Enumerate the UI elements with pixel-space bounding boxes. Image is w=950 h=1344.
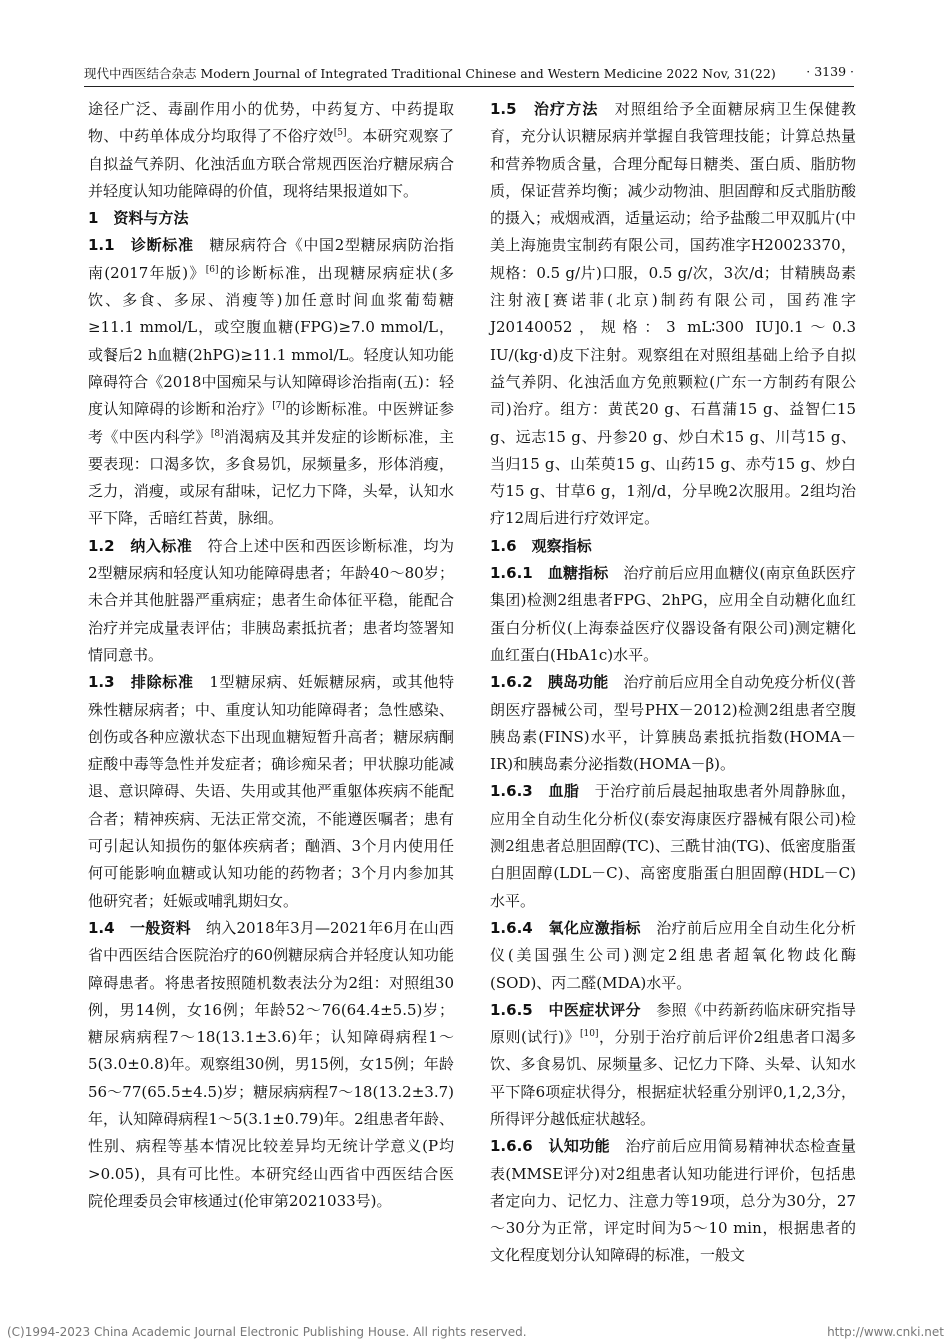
citation-ref: [5] [333,128,347,139]
section-1-2: 1.2 纳入标准 符合上述中医和西医诊断标准，均为2型糖尿病和轻度认知功能障碍患者；年龄40～80岁；未合并其他脏器严重病症；患者生命体征平稳，能配合治疗并完成量表评估；非胰岛素抵抗者；患者均签署知情同意书。 [88,536,454,664]
section-1-4: 1.4 一般资料 纳入2018年3月—2021年6月在山西省中西医结合医院治疗的60例糖尿病合并轻度认知功能障碍患者。将患者按照随机数表法分为2组：对照组30例，男14例，女16例；年龄52～76(64.4±5.5)岁；糖尿病病程7～18(13.1±3.6)年；认知障碍病程1～5(3.0±0.8)年。观察组30例，男15例，女15例；年龄56～77(65.5±4.5)岁；糖尿病病程7～18(13.2±3.7)年，认知障碍病程1～5(3.1±0.79)年。2组患者年龄、性别、病程等基本情况比较差异均无统计学意义(P均>0.05)，具有可比性。本研究经山西省中西医结合医院伦理委员会审核通过(伦审第2021033号)。 [88,918,455,1210]
section-1-3: 1.3 排除标准 1型糖尿病、妊娠糖尿病，或其他特殊性糖尿病者；中、重度认知功能障碍者；急性感染、创伤或各种应激状态下出现血糖短暂升高者；糖尿病酮症酸中毒等急性并发症者；确诊痴呆者；甲状腺功能减退、意识障碍、失语、失用或其他严重躯体疾病不能配合者；精神疾病、无法正常交流，不能遵医嘱者；患有可引起认知损伤的躯体疾病者；酗酒、3个月内使用任何可能影响血糖或认知功能的药物者；3个月内参加其他研究者；妊娠或哺乳期妇女。 [88,673,455,910]
page-number: · 3139 · [806,64,854,79]
section-1-6-5: 1.6.5 中医症状评分 参照《中药新药临床研究指导原则(试行)》[10]，分别于治疗前后评价2组患者口渴多饮、多食易饥、尿频量多、记忆力下降、头晕、认知水平下降6项症状得分，根据症状轻重分别评0,1,2,3分，所得评分越低症状越轻。 [490,1000,856,1128]
section-1-6-2: 1.6.2 胰岛功能 治疗前后应用全自动免疫分析仪(普朗医疗器械公司，型号PHX－2012)检测2组患者空腹胰岛素(FINS)水平，计算胰岛素抵抗指数(HOMA－IR)和胰岛素分泌指数(HOMA－β)。 [490,673,856,774]
citation-ref: [6] [205,264,219,275]
header-rule [84,86,854,87]
section-1-6-heading: 1.6 观察指标 [490,536,592,555]
section-heading: 1 资料与方法 [88,209,189,228]
section-1-6-3: 1.6.3 血脂 于治疗前后晨起抽取患者外周静脉血，应用全自动生化分析仪(泰安海康医疗器械有限公司)检测2组患者总胆固醇(TC)、三酰甘油(TG)、低密度脂蛋白胆固醇(LDL－C)、高密度脂蛋白胆固醇(HDL－C)水平。 [490,782,856,910]
running-header [84,58,854,86]
citation-ref: [7] [272,401,286,412]
cnki-footer [0,1322,950,1344]
citation-ref: [10] [580,1029,599,1040]
cnki-link[interactable]: http://www.cnki.net [827,1325,944,1339]
section-1-6-6: 1.6.6 认知功能 治疗前后应用简易精神状态检查量表(MMSE评分)对2组患者认知功能进行评价，包括患者定向力、记忆力、注意力等19项，总分为30分，27～30分为正常，评定时间为5～10 min，根据患者的文化程度划分认知障碍的标准，一般文 [490,1137,856,1265]
section-1-1: 1.1 诊断标准 糖尿病符合《中国2型糖尿病防治指南(2017年版)》[6]的诊断标准，出现糖尿病症状(多饮、多食、多尿、消瘦等)加任意时间血浆葡萄糖≥11.1 mmol/L，或空腹血糖(FPG)≥7.0 mmol/L，或餐后2 h血糖(2hPG)≥11.1 mmol/L。轻度认知功能障碍符合《2018中国痴呆与认知障碍诊治指南(五)：轻度认知障碍的诊断和治疗》[7]的诊断标准。中医辨证参考《中医内科学》[8]消渴病及其并发症的诊断标准，主要表现：口渴多饮，多食易饥，尿频量多，形体消瘦，乏力，消瘦，或尿有甜味，记忆力下降，头晕，认知水平下降，舌暗红苔黄，脉细。 [88,236,455,528]
section-1-6-1: 1.6.1 血糖指标 治疗前后应用血糖仪(南京鱼跃医疗集团)检测2组患者FPG、2hPG，应用全自动糖化血红蛋白分析仪(上海泰益医疗仪器设备有限公司)测定糖化血红蛋白(HbA1c)水平。 [490,564,856,664]
right-column [490,96,856,1270]
intro-paragraph: 途径广泛、毒副作用小的优势，中药复方、中药提取物、中药单体成分均取得了不俗疗效[5]。本研究观察了自拟益气养阴、化浊活血方联合常规西医治疗糖尿病合并轻度认知功能障碍的价值，现将结果报道如下。 [88,100,454,200]
copyright-text: (C)1994-2023 China Academic Journal Electronic Publishing House. All rights reserved. [7,1325,527,1339]
journal-title: 现代中西医结合杂志 Modern Journal of Integrated Traditional Chinese and Western Medicine 2022 Nov, 31(22) [84,66,776,81]
left-column [88,96,454,1215]
section-1-5: 1.5 治疗方法 对照组给予全面糖尿病卫生保健教育，充分认识糖尿病并掌握自我管理技能；计算总热量和营养物质含量，合理分配每日糖类、蛋白质、脂肪物质，保证营养均衡；减少动物油、胆固醇和反式脂肪酸的摄入；戒烟戒酒，适量运动；给予盐酸二甲双胍片(中美上海施贵宝制药有限公司，国药准字H20023370，规格：0.5 g/片)口服，0.5 g/次，3次/d；甘精胰岛素注射液[赛诺菲(北京)制药有限公司，国药准字J20140052，规格：3 mL∶300 IU]0.1～0.3 IU/(kg·d)皮下注射。观察组在对照组基础上给予自拟益气养阴、化浊活血方免煎颗粒(广东一方制药有限公司)治疗。组方：黄芪20 g、石菖蒲15 g、益智仁15 g、远志15 g、丹参20 g、炒白术15 g、川芎15 g、当归15 g、山茱萸15 g、山药15 g、赤芍15 g、炒白芍15 g、甘草6 g，1剂/d，分早晚2次服用。2组均治疗12周后进行疗效评定。 [490,100,856,528]
section-1-6-4: 1.6.4 氧化应激指标 治疗前后应用全自动生化分析仪(美国强生公司)测定2组患者超氧化物歧化酶(SOD)、丙二醛(MDA)水平。 [490,918,856,992]
citation-ref: [8] [210,428,224,439]
